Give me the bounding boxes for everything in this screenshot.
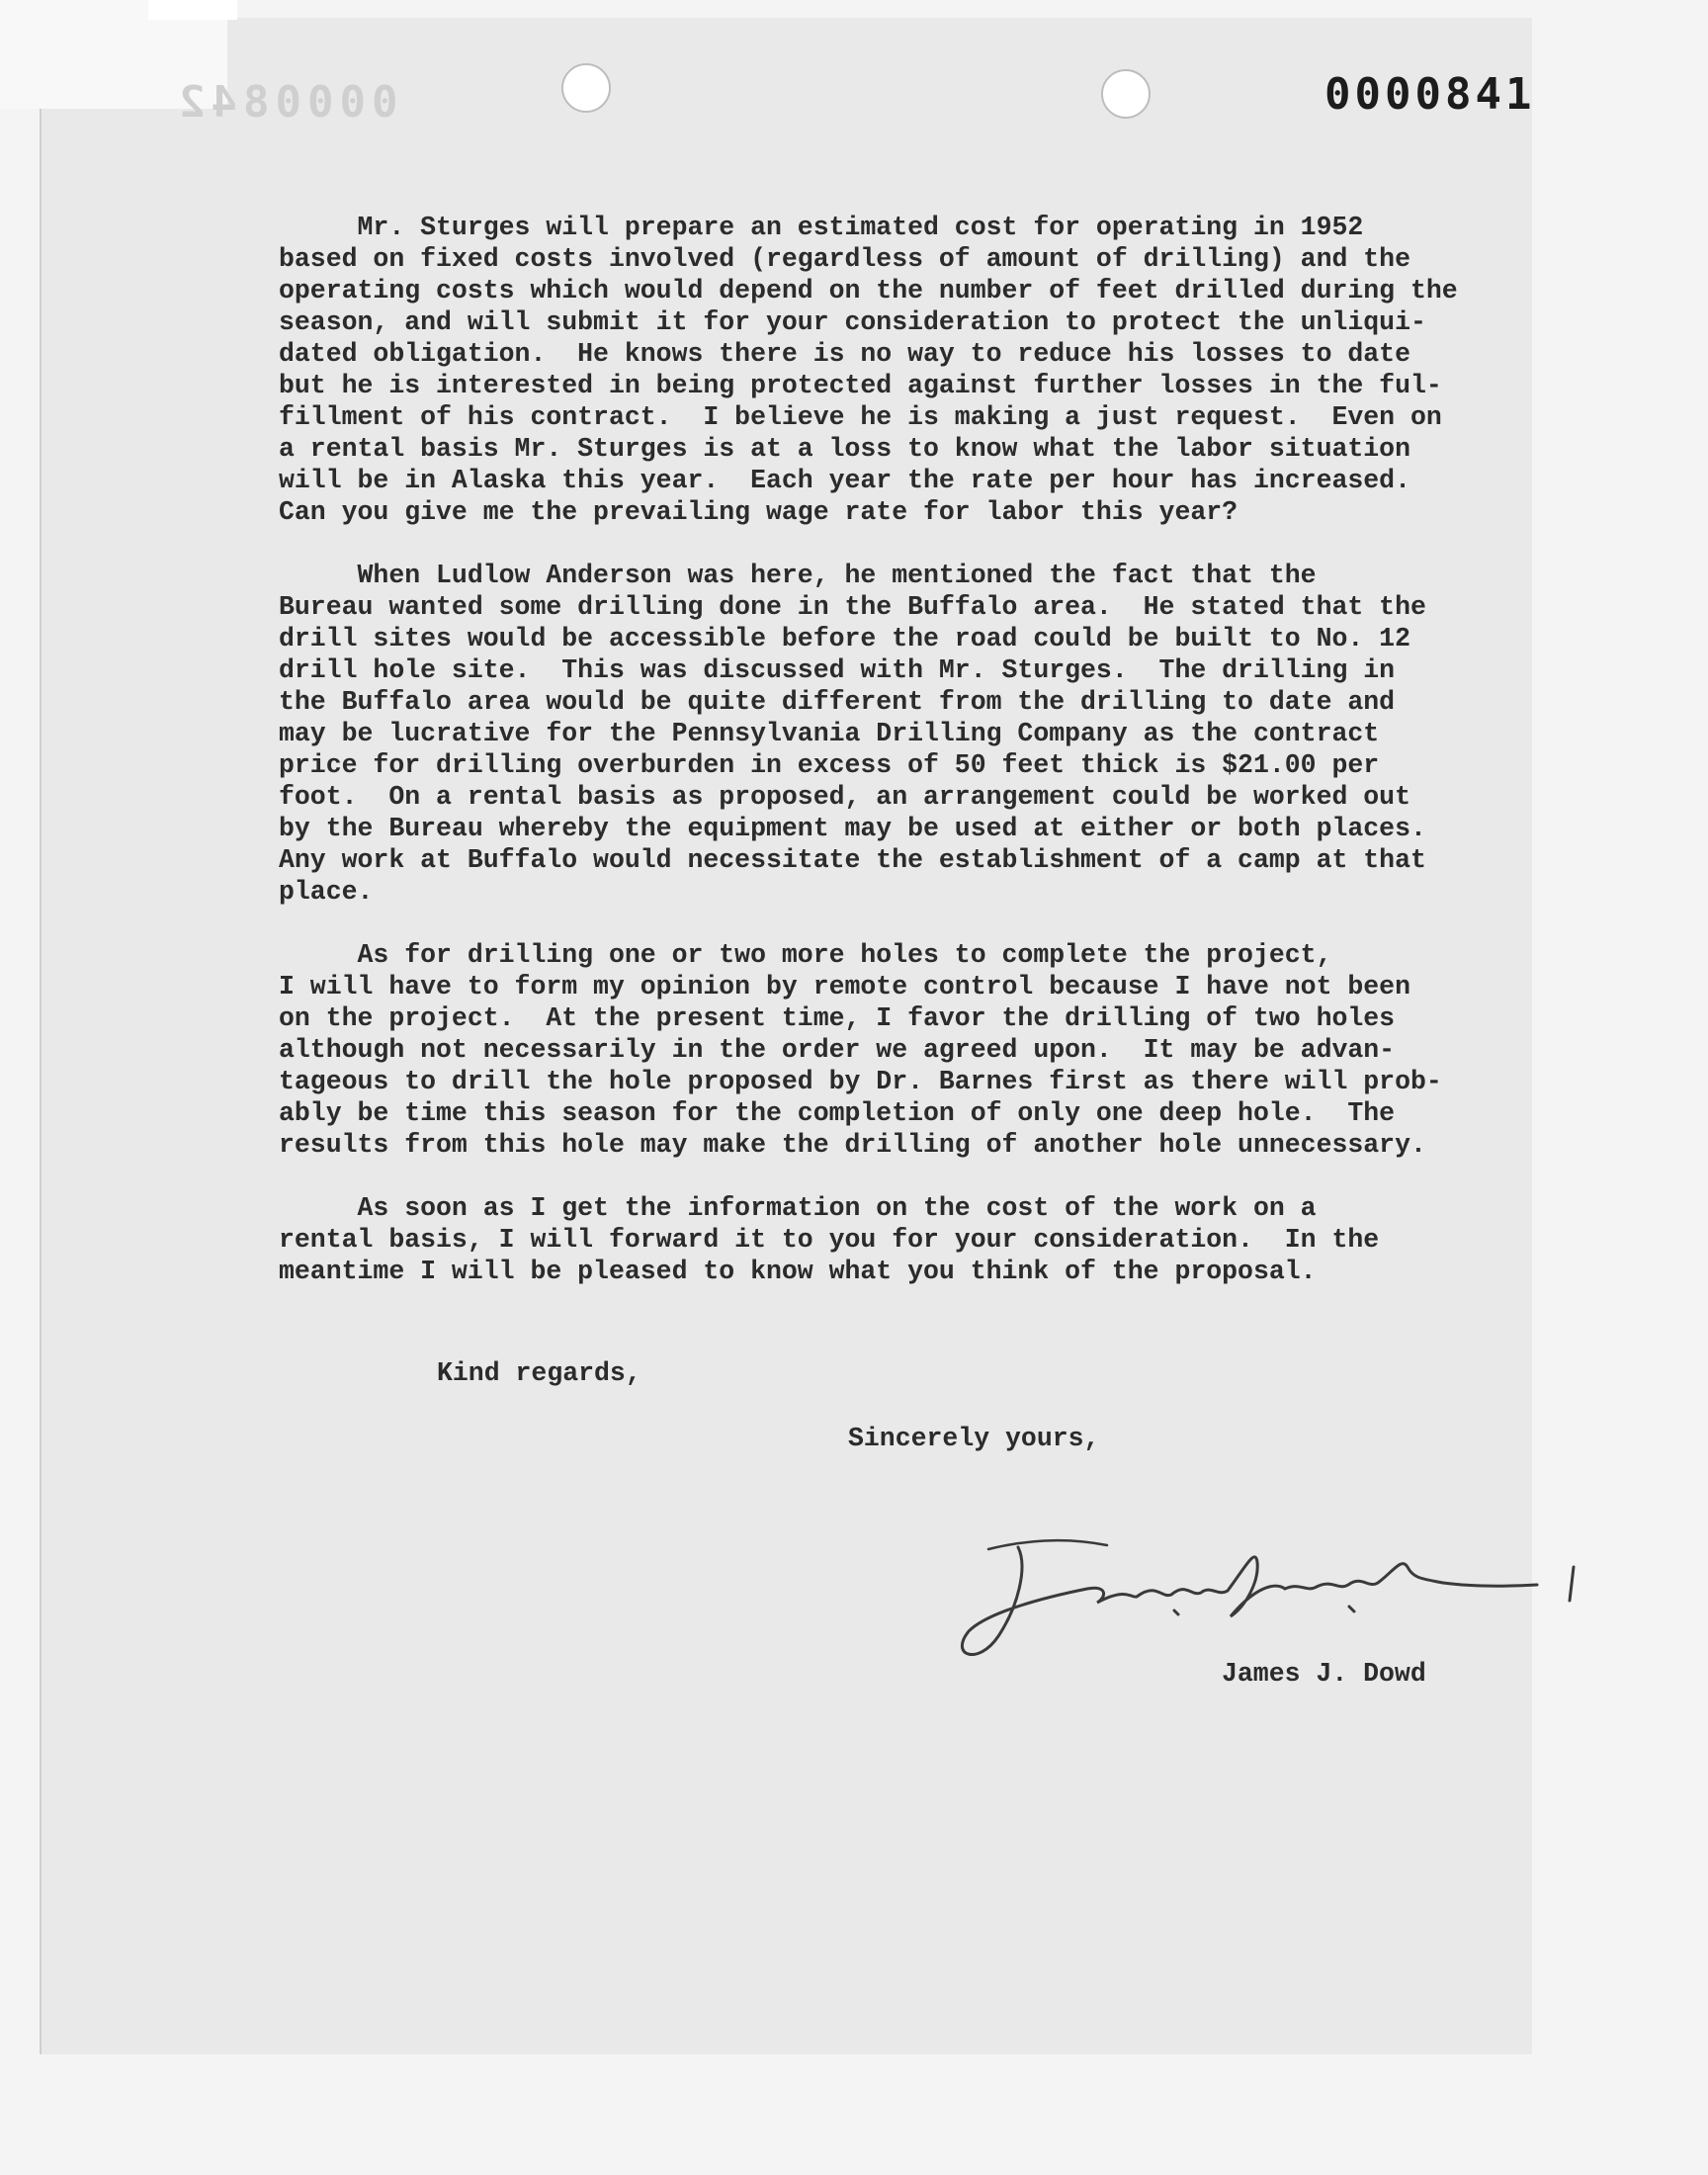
text-line: meantime I will be pleased to know what you think of the proposal. — [279, 1257, 1317, 1286]
text-line: drill hole site. This was discussed with Mr. Sturges. The drilling in — [279, 655, 1396, 685]
document-number: 0000841 — [1324, 69, 1536, 120]
text-line: rental basis, I will forward it to you for your consideration. In the — [279, 1225, 1380, 1255]
text-line: place. — [279, 877, 374, 907]
letter-body — [279, 212, 1544, 1287]
text-line: season, and will submit it for your consideration to protect the unliqui- — [279, 307, 1426, 337]
text-line: Any work at Buffalo would necessitate the establishment of a camp at that — [279, 845, 1426, 875]
text-line: price for drilling overburden in excess of 50 feet thick is $21.00 per — [279, 750, 1380, 780]
text-line: drill sites would be accessible before the road could be built to No. 12 — [279, 624, 1410, 653]
handwritten-signature — [959, 1527, 1591, 1676]
text-line: fillment of his contract. I believe he is making a just request. Even on — [279, 402, 1442, 432]
text-line: ably be time this season for the completion of only one deep hole. The — [279, 1098, 1396, 1128]
text-line: Bureau wanted some drilling done in the Buffalo area. He stated that the — [279, 592, 1426, 622]
paragraph-2 — [279, 560, 1544, 908]
text-line: Mr. Sturges will prepare an estimated cost for operating in 1952 — [279, 213, 1364, 242]
paragraph-4 — [279, 1192, 1544, 1287]
text-line: a rental basis Mr. Sturges is at a loss to know what the labor situation — [279, 434, 1410, 464]
text-line: As for drilling one or two more holes to complete the project, — [279, 940, 1332, 970]
punch-hole-right — [1101, 69, 1151, 119]
text-line: although not necessarily in the order we agreed upon. It may be advan- — [279, 1035, 1396, 1065]
sign-off: Sincerely yours, — [848, 1424, 1100, 1453]
text-line: tageous to drill the hole proposed by Dr. Barnes first as there will prob- — [279, 1067, 1442, 1096]
text-line: foot. On a rental basis as proposed, an arrangement could be worked out — [279, 782, 1410, 812]
text-line: dated obligation. He knows there is no way to reduce his losses to date — [279, 339, 1410, 369]
bleed-through-number: 0000842 — [173, 77, 398, 128]
text-line: operating costs which would depend on the number of feet drilled during the — [279, 276, 1458, 305]
text-line: by the Bureau whereby the equipment may be used at either or both places. — [279, 814, 1426, 843]
paragraph-gap — [279, 908, 1544, 939]
paragraph-3 — [279, 939, 1544, 1161]
text-line: the Buffalo area would be quite different from the drilling to date and — [279, 687, 1396, 717]
text-line: may be lucrative for the Pennsylvania Drilling Company as the contract — [279, 719, 1380, 748]
text-line: results from this hole may make the drilling of another hole unnecessary. — [279, 1130, 1426, 1160]
text-line: on the project. At the present time, I favor the drilling of two holes — [279, 1003, 1396, 1033]
text-line: but he is interested in being protected against further losses in the ful- — [279, 371, 1442, 400]
text-line: will be in Alaska this year. Each year the rate per hour has increased. — [279, 466, 1410, 495]
torn-corner-edge — [148, 0, 237, 20]
text-line: When Ludlow Anderson was here, he mentioned the fact that the — [279, 561, 1317, 590]
paragraph-gap — [279, 1161, 1544, 1192]
text-line: I will have to form my opinion by remote control because I have not been — [279, 972, 1410, 1001]
text-line: based on fixed costs involved (regardless of amount of drilling) and the — [279, 244, 1410, 274]
paragraph-gap — [279, 528, 1544, 560]
text-line: As soon as I get the information on the cost of the work on a — [279, 1193, 1317, 1223]
text-line: Can you give me the prevailing wage rate for labor this year? — [279, 497, 1238, 527]
paragraph-1 — [279, 212, 1544, 528]
punch-hole-left — [561, 63, 611, 113]
kind-regards: Kind regards, — [437, 1358, 641, 1388]
signer-name: James J. Dowd — [1222, 1659, 1426, 1689]
